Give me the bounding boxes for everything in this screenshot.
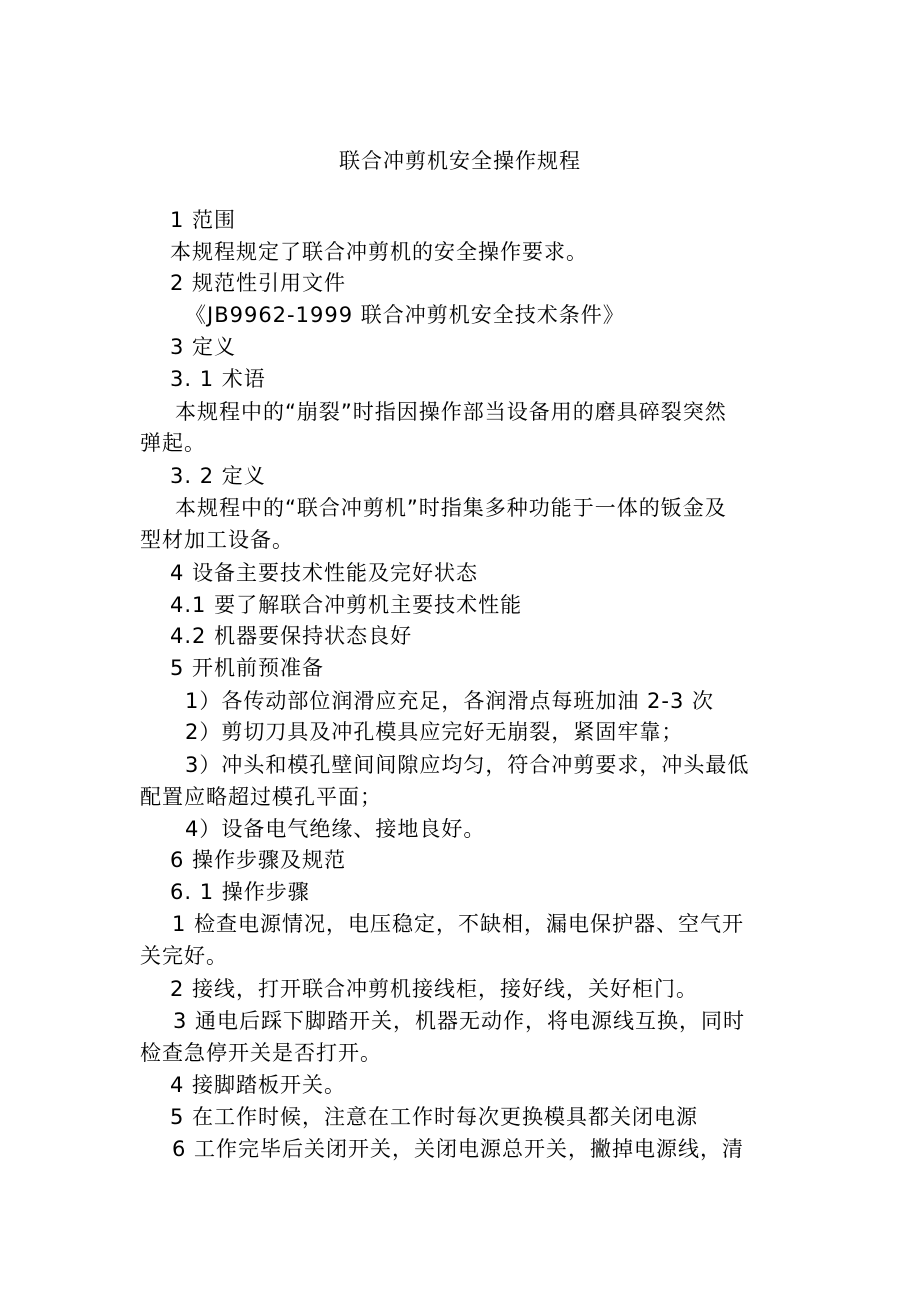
section-4-heading: 4 设备主要技术性能及完好状态: [170, 561, 479, 585]
section-5-item-2: 2）剪切刀具及冲孔模具应完好无崩裂，紧固牢靠；: [185, 720, 684, 744]
step-6-line-1: 6 工作完毕后关闭开关，关闭电源总开关，撇掉电源线，清: [172, 1137, 745, 1161]
section-1-text: 本规程规定了联合冲剪机的安全操作要求。: [170, 240, 588, 264]
section-3-heading: 3 定义: [170, 335, 237, 359]
section-6-1-heading: 6. 1 操作步骤: [170, 880, 310, 904]
section-3-1-text-line-2: 弹起。: [140, 431, 206, 455]
section-3-1-text-line-1: 本规程中的“崩裂”时指因操作部当设备用的磨具碎裂突然: [175, 400, 727, 424]
section-4-1: 4.1 要了解联合冲剪机主要技术性能: [170, 593, 523, 617]
step-1-line-2: 关完好。: [140, 944, 228, 968]
section-5-item-1: 1）各传动部位润滑应充足，各润滑点每班加油 2-3 次: [185, 689, 715, 713]
section-2-reference: 《JB9962-1999 联合冲剪机安全技术条件》: [185, 303, 625, 327]
section-5-item-4: 4）设备电气绝缘、接地良好。: [185, 817, 486, 841]
step-3-line-1: 3 通电后踩下脚踏开关，机器无动作，将电源线互换，同时: [173, 1009, 746, 1033]
section-3-2-heading: 3. 2 定义: [170, 464, 266, 488]
step-3-line-2: 检查急停开关是否打开。: [140, 1041, 382, 1065]
section-3-2-text-line-2: 型材加工设备。: [140, 528, 294, 552]
section-4-2: 4.2 机器要保持状态良好: [170, 624, 413, 648]
section-1-heading: 1 范围: [170, 208, 237, 232]
section-5-heading: 5 开机前预准备: [170, 656, 325, 680]
step-5: 5 在工作时候，注意在工作时每次更换模具都关闭电源: [170, 1105, 699, 1129]
section-2-heading: 2 规范性引用文件: [170, 271, 347, 295]
section-6-heading: 6 操作步骤及规范: [170, 848, 347, 872]
step-4: 4 接脚踏板开关。: [170, 1073, 347, 1097]
document-title: 联合冲剪机安全操作规程: [339, 149, 581, 173]
section-5-item-3-line-1: 3）冲头和模孔壁间间隙应均匀，符合冲剪要求，冲头最低: [185, 753, 750, 777]
section-5-item-3-line-2: 配置应略超过模孔平面；: [140, 785, 382, 809]
section-3-1-heading: 3. 1 术语: [170, 367, 266, 391]
step-2: 2 接线，打开联合冲剪机接线柜，接好线，关好柜门。: [170, 977, 699, 1001]
step-1-line-1: 1 检查电源情况，电压稳定，不缺相，漏电保护器、空气开: [172, 912, 745, 936]
section-3-2-text-line-1: 本规程中的“联合冲剪机”时指集多种功能于一体的钣金及: [175, 496, 727, 520]
